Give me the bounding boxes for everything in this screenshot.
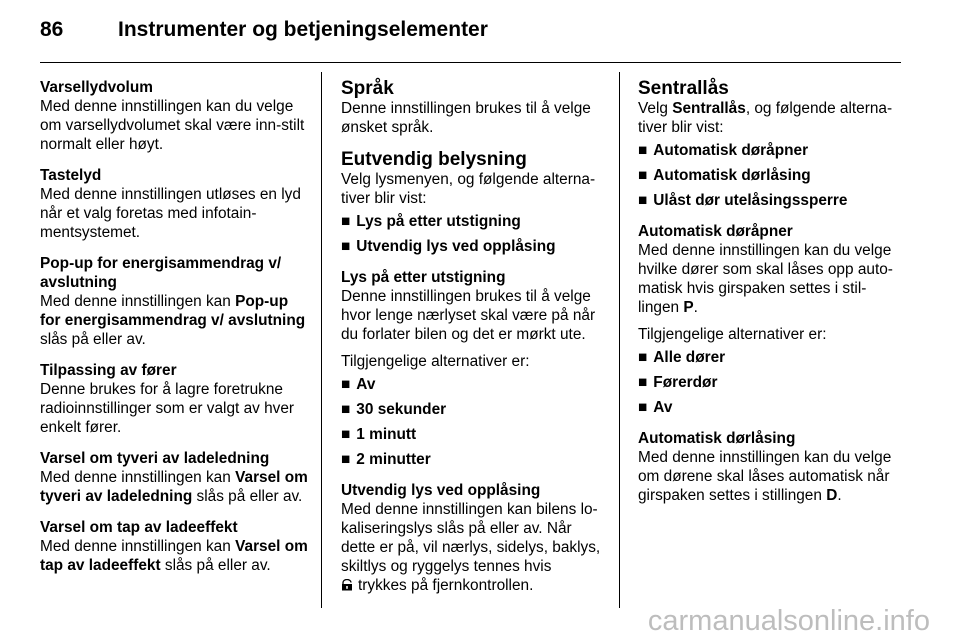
bullet: ■ xyxy=(638,167,648,184)
text-tastelyd: Med denne innstillingen utløses en lyd når et valg foretas med infotain-mentsystemet. xyxy=(40,186,301,241)
text-popup-bold: Pop-up for energisammendrag v/ avslutning xyxy=(40,293,306,329)
bullet: ■ xyxy=(341,213,351,230)
list-item-label: Av xyxy=(356,376,376,393)
bullet: ■ xyxy=(341,401,351,418)
text-popup xyxy=(40,292,312,349)
list-item xyxy=(341,375,607,394)
list-dorapner xyxy=(638,348,902,417)
section-sprak xyxy=(341,78,607,137)
subheading-ladeeffekt: Varsel om tap av ladeeffekt xyxy=(40,519,238,536)
list-item xyxy=(638,348,902,367)
section-tastelyd xyxy=(40,166,312,242)
text-tyveri-before: Med denne innstillingen kan xyxy=(40,469,236,486)
section-sentrallas xyxy=(638,78,902,210)
bullet: ■ xyxy=(638,349,648,366)
subheading-dorlasing: Automatisk dørlåsing xyxy=(638,430,796,447)
subheading-lys-etter: Lys på etter utstigning xyxy=(341,269,506,286)
page-header xyxy=(40,18,488,48)
header-rule xyxy=(40,62,901,63)
section-tilpassing xyxy=(40,361,312,437)
column-3 xyxy=(638,78,902,513)
column-divider-1 xyxy=(321,72,322,608)
text-ladeeffekt-after: slås på eller av. xyxy=(160,557,271,574)
column-1 xyxy=(40,78,312,587)
bullet: ■ xyxy=(341,376,351,393)
text-tyveri-bold: Varsel om tyveri av ladeledning xyxy=(40,469,308,505)
list-item xyxy=(341,212,607,231)
section-popup xyxy=(40,254,312,349)
subheading-tyveri: Varsel om tyveri av ladeledning xyxy=(40,450,270,467)
bullet: ■ xyxy=(638,399,648,416)
text-dorlasing-bold: D xyxy=(826,487,838,504)
alternatives-label: Tilgjengelige alternativer er: xyxy=(638,326,827,343)
subheading-utvendig-lys: Utvendig lys ved opplåsing xyxy=(341,482,541,499)
list-item-label: Automatisk dørlåsing xyxy=(653,167,811,184)
list-item-label: Av xyxy=(653,399,673,416)
text-varsellydvolum: Med denne innstillingen kan du velge om varsellydvolumet skal være inn-stilt normalt eller høyt. xyxy=(40,98,305,153)
page-title: Instrumenter og betjeningselementer xyxy=(118,18,488,41)
list-item-label: 1 minutt xyxy=(356,426,417,443)
subheading-tastelyd: Tastelyd xyxy=(40,167,102,184)
column-divider-2 xyxy=(619,72,620,608)
text-tilpassing: Denne brukes for å lagre foretrukne radioinnstillinger som er valgt av hver enkelt fører. xyxy=(40,381,295,436)
section-varsellydvolum xyxy=(40,78,312,154)
list-item xyxy=(341,237,607,256)
section-eutvendig xyxy=(341,149,607,256)
text-ladeeffekt-before: Med denne innstillingen kan xyxy=(40,538,236,555)
unlock-icon xyxy=(341,577,353,588)
text-ladeeffekt-bold: Varsel om tap av ladeeffekt xyxy=(40,538,308,574)
text-dorlasing-after: . xyxy=(837,487,842,504)
list-item xyxy=(341,425,607,444)
section-ladeeffekt xyxy=(40,518,312,575)
list-item xyxy=(341,400,607,419)
text-dorlasing-before: Med denne innstillingen kan du velge om dørene skal låses automatisk når girspaken settes i stillingen xyxy=(638,449,892,504)
bullet: ■ xyxy=(341,238,351,255)
list-item-label: Alle dører xyxy=(653,349,726,366)
list-item-label: Utvendig lys ved opplåsing xyxy=(356,238,556,255)
text-lys-etter: Denne innstillingen brukes til å velge hvor lenge nærlyset skal være på når du forlater bilen og det er mørkt ute. xyxy=(341,288,596,343)
bullet: ■ xyxy=(638,374,648,391)
text-utvendig-lys-main: Med denne innstillingen kan bilens lo-kaliseringslys slås på eller av. Når dette er på, vil nærlys, sidelys, baklys, skiltlys og ryggelys tennes hvis xyxy=(341,501,601,575)
text-dorapner-before: Med denne innstillingen kan du velge hvilke dører som skal låses opp auto-matisk hvis girspaken settes i stil-lingen xyxy=(638,242,893,316)
subheading-dorapner: Automatisk døråpner xyxy=(638,223,793,240)
page-number: 86 xyxy=(40,18,64,41)
text-sentrallas-after: , og følgende alterna-tiver blir vist: xyxy=(638,100,893,136)
text-ladeeffekt xyxy=(40,537,312,575)
text-utvendig-lys-tail: trykkes på fjernkontrollen. xyxy=(358,577,534,594)
bullet: ■ xyxy=(638,142,648,159)
list-item-label: Førerdør xyxy=(653,374,718,391)
heading-sprak: Språk xyxy=(341,78,394,99)
text-sprak: Denne innstillingen brukes til å velge ønsket språk. xyxy=(341,100,591,136)
text-eutvendig: Velg lysmenyen, og følgende alterna-tiver blir vist: xyxy=(341,171,596,207)
bullet: ■ xyxy=(341,426,351,443)
section-lys-etter xyxy=(341,268,607,469)
list-item xyxy=(341,450,607,469)
text-dorlasing xyxy=(638,448,902,505)
list-item-label: Ulåst dør utelåsingssperre xyxy=(653,192,848,209)
list-sentrallas xyxy=(638,141,902,210)
section-dorlasing xyxy=(638,429,902,505)
text-tyveri-after: slås på eller av. xyxy=(192,488,303,505)
subheading-popup: Pop-up for energisammendrag v/ avslutning xyxy=(40,255,282,291)
list-item-label: 30 sekunder xyxy=(356,401,447,418)
text-dorapner-bold: P xyxy=(683,299,694,316)
list-item xyxy=(638,191,902,210)
list-eutvendig xyxy=(341,212,607,256)
text-sentrallas-bold: Sentrallås xyxy=(672,100,746,117)
text-popup-after: slås på eller av. xyxy=(40,331,146,348)
list-item-label: Lys på etter utstigning xyxy=(356,213,521,230)
list-item xyxy=(638,141,902,160)
watermark: carmanualsonline.info xyxy=(647,605,930,637)
list-item xyxy=(638,166,902,185)
heading-eutvendig: Eutvendig belysning xyxy=(341,149,527,170)
subheading-varsellydvolum: Varsellydvolum xyxy=(40,79,153,96)
list-item-label: 2 minutter xyxy=(356,451,431,468)
section-tyveri xyxy=(40,449,312,506)
text-popup-before: Med denne innstillingen kan xyxy=(40,293,236,310)
list-item xyxy=(638,373,902,392)
subheading-tilpassing: Tilpassing av fører xyxy=(40,362,177,379)
list-item-label: Automatisk døråpner xyxy=(653,142,809,159)
text-sentrallas xyxy=(638,99,902,137)
section-dorapner xyxy=(638,222,902,417)
section-utvendig-lys xyxy=(341,481,607,595)
text-sentrallas-before: Velg xyxy=(638,100,673,117)
bullet: ■ xyxy=(638,192,648,209)
bullet: ■ xyxy=(341,451,351,468)
text-tyveri xyxy=(40,468,312,506)
column-2 xyxy=(341,78,607,603)
text-dorapner-after: . xyxy=(693,299,698,316)
text-utvendig-lys xyxy=(341,500,607,595)
list-lys-etter xyxy=(341,375,607,469)
text-dorapner xyxy=(638,241,902,317)
list-item xyxy=(638,398,902,417)
alternatives-label: Tilgjengelige alternativer er: xyxy=(341,353,530,370)
heading-sentrallas: Sentrallås xyxy=(638,78,729,99)
